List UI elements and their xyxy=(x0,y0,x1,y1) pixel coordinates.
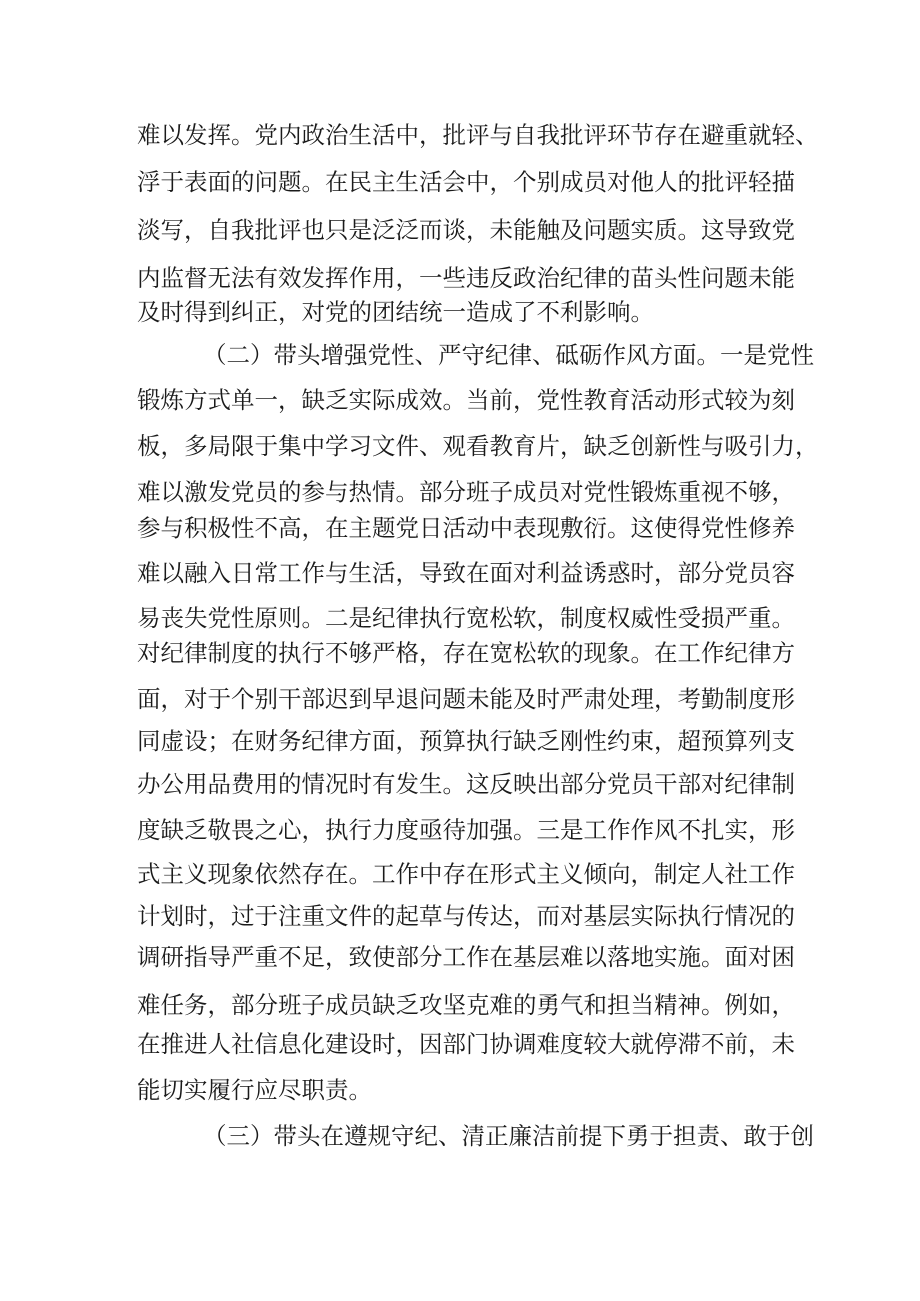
text-line: 难以激发党员的参与热情。部分班子成员对党性锻炼重视不够， xyxy=(137,478,795,506)
text-line: 对纪律制度的执行不够严格，存在宽松软的现象。在工作纪律方 xyxy=(137,639,795,667)
text-line: 锻炼方式单一，缺乏实际成效。当前，党性教育活动形式较为刻 xyxy=(137,386,795,414)
text-line: 内监督无法有效发挥作用，一些违反政治纪律的苗头性问题未能 xyxy=(137,264,795,292)
text-line: 式主义现象依然存在。工作中存在形式主义倾向，制定人社工作 xyxy=(137,860,795,888)
text-line: 板，多局限于集中学习文件、观看教育片，缺乏创新性与吸引力， xyxy=(137,432,819,460)
text-line: 浮于表面的问题。在民主生活会中，个别成员对他人的批评轻描 xyxy=(137,168,795,196)
text-line: 易丧失党性原则。二是纪律执行宽松软，制度权威性受损严重。 xyxy=(137,604,795,632)
text-line: 难以发挥。党内政治生活中，批评与自我批评环节存在避重就轻、 xyxy=(137,121,819,149)
paragraph-start-line: （二）带头增强党性、严守纪律、砥砺作风方面。一是党性 xyxy=(203,341,814,369)
text-line: 及时得到纠正，对党的团结统一造成了不利影响。 xyxy=(137,298,654,326)
paragraph-start-line: （三）带头在遵规守纪、清正廉洁前提下勇于担责、敢于创 xyxy=(203,1122,814,1150)
text-line: 办公用品费用的情况时有发生。这反映出部分党员干部对纪律制 xyxy=(137,770,795,798)
text-line: 面，对于个别干部迟到早退问题未能及时严肃处理，考勤制度形 xyxy=(137,685,795,713)
text-line: 在推进人社信息化建设时，因部门协调难度较大就停滞不前，未 xyxy=(137,1030,795,1058)
text-line: 参与积极性不高，在主题党日活动中表现敷衍。这使得党性修养 xyxy=(137,514,795,542)
text-line: 难任务，部分班子成员缺乏攻坚克难的勇气和担当精神。例如， xyxy=(137,991,795,1019)
text-line: 调研指导严重不足，致使部分工作在基层难以落地实施。面对困 xyxy=(137,943,795,971)
text-line: 能切实履行应尽职责。 xyxy=(137,1076,372,1104)
text-line: 淡写，自我批评也只是泛泛而谈，未能触及问题实质。这导致党 xyxy=(137,216,795,244)
text-line: 度缺乏敬畏之心，执行力度亟待加强。三是工作作风不扎实，形 xyxy=(137,816,795,844)
text-line: 计划时，过于注重文件的起草与传达，而对基层实际执行情况的 xyxy=(137,902,795,930)
text-line: 同虚设；在财务纪律方面，预算执行缺乏刚性约束，超预算列支 xyxy=(137,727,795,755)
text-line: 难以融入日常工作与生活，导致在面对利益诱惑时，部分党员容 xyxy=(137,559,795,587)
